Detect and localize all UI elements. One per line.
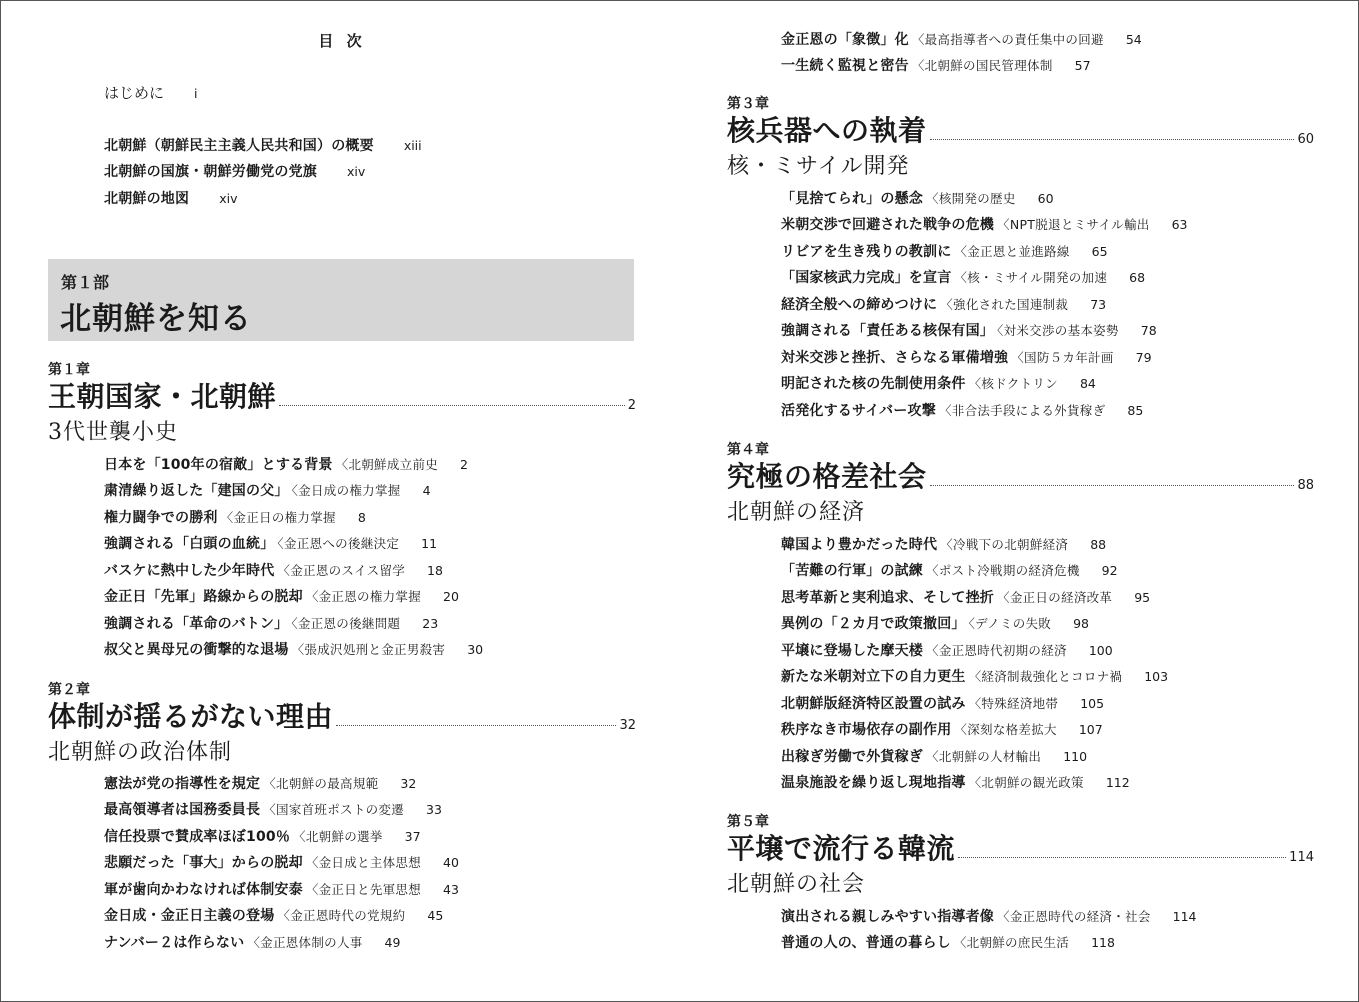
entry-subtitle: 〈 金正日と先軍思想 (306, 882, 421, 897)
toc-title: 目 次 (318, 32, 366, 50)
entry-title: 対米交渉と挫折、さらなる軍備増強 (781, 350, 1009, 366)
chapter-page: 114 (1289, 850, 1314, 865)
entry-subtitle: 〈 金日成の権力掌握 (292, 483, 401, 498)
toc-entry[interactable] (781, 243, 1108, 261)
entry-page: 118 (1091, 935, 1115, 950)
front-entry-title: はじめに (104, 84, 165, 102)
chapter-label: 第１章 (48, 362, 90, 378)
entry-title: 出稼ぎ労働で外貨稼ぎ (781, 749, 923, 765)
chapter-title: 究極の格差社会 (727, 460, 927, 493)
entry-subtitle: 〈 核・ミサイル開発の加速 (954, 270, 1107, 285)
front-entry-flags[interactable] (104, 163, 365, 181)
toc-entry[interactable] (781, 934, 1115, 952)
entry-page: 112 (1105, 775, 1130, 790)
chapter-2-header[interactable] (48, 679, 636, 779)
chapter-title-row (48, 695, 636, 735)
entry-page: 73 (1090, 297, 1107, 312)
chapter-subtitle: 北朝鮮の社会 (727, 872, 866, 897)
toc-entry[interactable] (781, 695, 1104, 713)
entry-subtitle: 〈 金正恩のスイス留学 (277, 563, 405, 578)
entry-subtitle: 〈 強化された国連制裁 (940, 297, 1068, 312)
toc-entry[interactable] (781, 774, 1130, 792)
entry-title: 普通の人の、普通の暮らし (781, 935, 951, 951)
entry-subtitle: 〈 国家首班ポストの変遷 (263, 802, 404, 817)
chapter-subtitle: 核・ミサイル開発 (727, 154, 910, 179)
entry-subtitle: 〈 金正日の権力掌握 (221, 510, 336, 525)
entry-title: バスケに熱中した少年時代 (104, 563, 275, 579)
toc-entry[interactable] (104, 482, 431, 500)
dot-leader (958, 857, 1286, 858)
chapter-title-row (727, 109, 1314, 149)
toc-entry[interactable] (781, 375, 1096, 393)
toc-entry[interactable] (781, 908, 1196, 926)
front-entry-title: 北朝鮮（朝鮮民主主義人民共和国）の概要 (104, 138, 374, 154)
entry-page: 84 (1079, 376, 1096, 391)
entry-subtitle: 〈 北朝鮮の庶民生活 (954, 935, 1069, 950)
entry-page: 23 (422, 616, 439, 631)
toc-entry[interactable] (781, 589, 1150, 607)
entry-subtitle: 〈 張成沢処刑と金正男殺害 (292, 642, 446, 657)
toc-entry[interactable] (104, 801, 442, 819)
entry-title: 金正恩の「象徴」化 (781, 32, 909, 48)
entry-page: 103 (1144, 669, 1169, 684)
toc-entry[interactable] (781, 615, 1089, 633)
chapter-page: 60 (1297, 132, 1314, 147)
front-entry-title: 北朝鮮の地図 (104, 191, 190, 207)
entry-page: 57 (1074, 58, 1091, 73)
chapter-title-row (727, 827, 1314, 867)
entry-title: 米朝交渉で回避された戦争の危機 (781, 217, 994, 233)
entry-page: 100 (1088, 643, 1113, 658)
entry-page: 40 (443, 855, 459, 870)
chapter-label: 第２章 (48, 682, 90, 698)
entry-title: 最高領導者は国務委員長 (104, 802, 261, 818)
toc-entry[interactable] (104, 535, 437, 553)
entry-subtitle: 〈 核開発の歴史 (926, 191, 1016, 206)
entry-page: 8 (357, 510, 366, 525)
entry-title: 金正日「先軍」路線からの脱却 (104, 589, 303, 605)
entry-page: 95 (1134, 590, 1151, 605)
toc-entry[interactable] (104, 881, 459, 899)
entry-title: 憲法が党の指導性を規定 (104, 776, 261, 792)
entry-subtitle: 〈 金正恩時代初期の経済 (926, 643, 1067, 658)
chapter-subtitle: 北朝鮮の経済 (727, 500, 866, 525)
entry-page: 88 (1090, 537, 1107, 552)
chapter-page: 2 (627, 398, 636, 413)
entry-page: 98 (1073, 616, 1090, 631)
front-entry-page: i (194, 86, 198, 101)
chapter-subtitle: 北朝鮮の政治体制 (48, 740, 233, 765)
dot-leader (279, 405, 625, 406)
entry-title: 「見捨てられ」の懸念 (781, 191, 923, 207)
front-entry-overview[interactable] (104, 137, 422, 155)
entry-title: 権力闘争での勝利 (104, 510, 218, 526)
entry-title: 信任投票で賛成率ほぼ100％ (104, 829, 291, 845)
toc-entry[interactable] (781, 562, 1118, 580)
front-entry-page: xiv (347, 164, 366, 179)
entry-page: 45 (427, 908, 444, 923)
toc-entry[interactable] (104, 775, 416, 793)
toc-entry[interactable] (781, 668, 1168, 686)
entry-subtitle: 〈 NPT脱退とミサイル輸出 (997, 217, 1150, 232)
entry-page: 105 (1080, 696, 1105, 711)
entry-title: 叔父と異母兄の衝撃的な退場 (104, 642, 289, 658)
entry-page: 60 (1037, 191, 1054, 206)
entry-title: 粛清繰り返した「建国の父」 (104, 483, 289, 499)
toc-entry[interactable] (104, 854, 459, 872)
entry-page: 4 (422, 483, 431, 498)
chapter-subtitle: 3代世襲小史 (48, 420, 178, 445)
entry-page: 79 (1135, 350, 1152, 365)
toc-entry[interactable] (104, 934, 400, 952)
entry-subtitle: 〈 金正恩体制の人事 (247, 935, 362, 950)
entry-title: 強調される「革命のバトン」 (104, 616, 289, 632)
dot-leader (930, 139, 1295, 140)
toc-entry[interactable] (104, 641, 483, 659)
entry-title: 平壌に登場した摩天楼 (781, 643, 923, 659)
entry-title: 明記された核の先制使用条件 (781, 376, 966, 392)
right-page (727, 0, 1314, 1002)
entry-page: 107 (1078, 722, 1103, 737)
entry-title: 経済全般への締めつけに (781, 297, 938, 313)
entry-subtitle: 〈 北朝鮮の選挙 (293, 829, 383, 844)
toc-entry[interactable] (781, 642, 1113, 660)
entry-subtitle: 〈 北朝鮮成立前史 (336, 457, 438, 472)
toc-entry[interactable] (781, 322, 1157, 340)
entry-title: 日本を「100年の宿敵」とする背景 (104, 457, 333, 473)
toc-entry[interactable] (781, 57, 1091, 75)
entry-title: 強調される「責任ある核保有国」 (781, 323, 994, 339)
toc-entry[interactable] (104, 562, 443, 580)
front-entry-page: xiii (403, 138, 422, 153)
entry-subtitle: 〈 国防５カ年計画 (1011, 350, 1113, 365)
entry-subtitle: 〈 金正恩への後継決定 (277, 536, 399, 551)
part-title: 北朝鮮を知る (60, 301, 252, 337)
entry-page: 63 (1171, 217, 1188, 232)
toc-entry[interactable] (104, 907, 443, 925)
entry-page: 32 (400, 776, 417, 791)
front-entry-title: 北朝鮮の国旗・朝鮮労働党の党旗 (104, 164, 317, 180)
entry-subtitle: 〈 金正恩時代の経済・社会 (997, 909, 1151, 924)
dot-leader (336, 725, 616, 726)
chapter-1-header[interactable] (48, 359, 636, 459)
toc-entry[interactable] (781, 31, 1142, 49)
toc-entry[interactable] (781, 216, 1187, 234)
toc-entry[interactable] (781, 748, 1087, 766)
entry-title: 悲願だった「事大」からの脱却 (104, 855, 303, 871)
entry-subtitle: 〈 デノミの失敗 (969, 616, 1052, 631)
entry-page: 30 (467, 642, 484, 657)
entry-title: 思考革新と実利追求、そして挫折 (781, 590, 994, 606)
entry-page: 110 (1063, 749, 1088, 764)
entry-title: 「苦難の行軍」の試練 (781, 563, 923, 579)
entry-page: 78 (1140, 323, 1157, 338)
entry-page: 33 (426, 802, 442, 817)
entry-subtitle: 〈 ポスト冷戦期の経済危機 (926, 563, 1080, 578)
entry-title: 「国家核武力完成」を宣言 (781, 270, 952, 286)
entry-subtitle: 〈 金正恩と並進路線 (954, 244, 1069, 259)
toc-entry[interactable] (781, 402, 1143, 420)
chapter-title: 核兵器への執着 (727, 114, 927, 147)
entry-page: 54 (1125, 32, 1142, 47)
entry-subtitle: 〈 金正恩の権力掌握 (306, 589, 421, 604)
entry-title: 強調される「白頭の血統」 (104, 536, 275, 552)
entry-page: 11 (421, 536, 438, 551)
toc-entry[interactable] (781, 190, 1054, 208)
chapter-5-header[interactable] (727, 811, 1314, 911)
entry-title: 軍が歯向かわなければ体制安泰 (104, 882, 303, 898)
entry-subtitle: 〈 非合法手段による外貨稼ぎ (939, 403, 1105, 418)
entry-title: 金日成・金正日主義の登場 (104, 908, 275, 924)
entry-subtitle: 〈 冷戦下の北朝鮮経済 (940, 537, 1068, 552)
chapter-page: 88 (1297, 478, 1314, 493)
entry-page: 65 (1091, 244, 1108, 259)
chapter-label: 第３章 (727, 96, 769, 112)
entry-page: 2 (460, 457, 468, 472)
entry-subtitle: 〈 金正日の経済改革 (997, 590, 1112, 605)
toc-entry[interactable] (781, 536, 1106, 554)
toc-entry[interactable] (104, 588, 459, 606)
entry-page: 43 (443, 882, 459, 897)
entry-subtitle: 〈 金正恩時代の党規約 (277, 908, 405, 923)
entry-subtitle: 〈 特殊経済地帯 (969, 696, 1059, 711)
entry-title: 活発化するサイバー攻撃 (781, 403, 936, 419)
chapter-label: 第４章 (727, 442, 769, 458)
entry-page: 18 (427, 563, 443, 578)
chapter-title: 王朝国家・北朝鮮 (48, 380, 277, 413)
left-page (48, 0, 636, 1002)
chapter-title: 体制が揺るがない理由 (48, 700, 334, 733)
chapter-4-header[interactable] (727, 439, 1314, 539)
entry-title: 北朝鮮版経済特区設置の試み (781, 696, 966, 712)
entry-title: 演出される親しみやすい指導者像 (781, 909, 994, 925)
entry-page: 20 (443, 589, 459, 604)
part-header (48, 259, 634, 341)
entry-subtitle: 〈 金日成と主体思想 (306, 855, 421, 870)
entry-title: 秩序なき市場依存の副作用 (781, 722, 952, 738)
entry-subtitle: 〈 北朝鮮の最高規範 (263, 776, 378, 791)
toc-entry[interactable] (781, 269, 1145, 287)
chapter-label: 第５章 (727, 814, 769, 830)
dot-leader (930, 485, 1295, 486)
entry-subtitle: 〈 対米交渉の基本姿勢 (997, 323, 1119, 338)
front-entry-introduction[interactable] (104, 84, 198, 103)
toc-entry[interactable] (104, 615, 438, 633)
toc-entry[interactable] (781, 349, 1152, 367)
entry-title: 異例の「２カ月で政策撤回」 (781, 616, 966, 632)
entry-subtitle: 〈 金正恩の後継問題 (291, 616, 400, 631)
toc-entry[interactable] (104, 456, 468, 474)
entry-page: 37 (404, 829, 421, 844)
chapter-title-row (48, 375, 636, 415)
entry-title: ナンバー２は作らない (104, 935, 245, 951)
entry-subtitle: 〈 核ドクトリン (969, 376, 1058, 391)
chapter-3-header[interactable] (727, 93, 1314, 193)
toc-entry[interactable] (781, 721, 1103, 739)
toc-entry[interactable] (781, 296, 1106, 314)
front-entry-map[interactable] (104, 190, 237, 208)
entry-page: 92 (1101, 563, 1118, 578)
entry-subtitle: 〈 最高指導者への責任集中の回避 (912, 32, 1104, 47)
entry-title: 新たな米朝対立下の自力更生 (781, 669, 966, 685)
entry-subtitle: 〈 経済制裁強化とコロナ禍 (969, 669, 1123, 684)
entry-page: 68 (1129, 270, 1146, 285)
toc-entry[interactable] (104, 828, 421, 846)
entry-title: リビアを生き残りの教訓に (781, 244, 952, 260)
entry-page: 85 (1127, 403, 1144, 418)
entry-title: 韓国より豊かだった時代 (781, 537, 938, 553)
chapter-page: 32 (619, 718, 636, 733)
entry-subtitle: 〈 北朝鮮の観光政策 (969, 775, 1084, 790)
entry-subtitle: 〈 深刻な格差拡大 (954, 722, 1056, 737)
entry-subtitle: 〈 北朝鮮の国民管理体制 (912, 58, 1053, 73)
entry-subtitle: 〈 北朝鮮の人材輸出 (926, 749, 1041, 764)
entry-title: 温泉施設を繰り返し現地指導 (781, 775, 966, 791)
part-label: 第１部 (61, 273, 110, 292)
chapter-title: 平壌で流行る韓流 (727, 832, 956, 865)
entry-title: 一生続く監視と密告 (781, 58, 909, 74)
entry-page: 49 (384, 935, 401, 950)
toc-entry[interactable] (104, 509, 366, 527)
chapter-title-row (727, 455, 1314, 495)
entry-page: 114 (1172, 909, 1197, 924)
front-entry-page: xiv (219, 191, 238, 206)
